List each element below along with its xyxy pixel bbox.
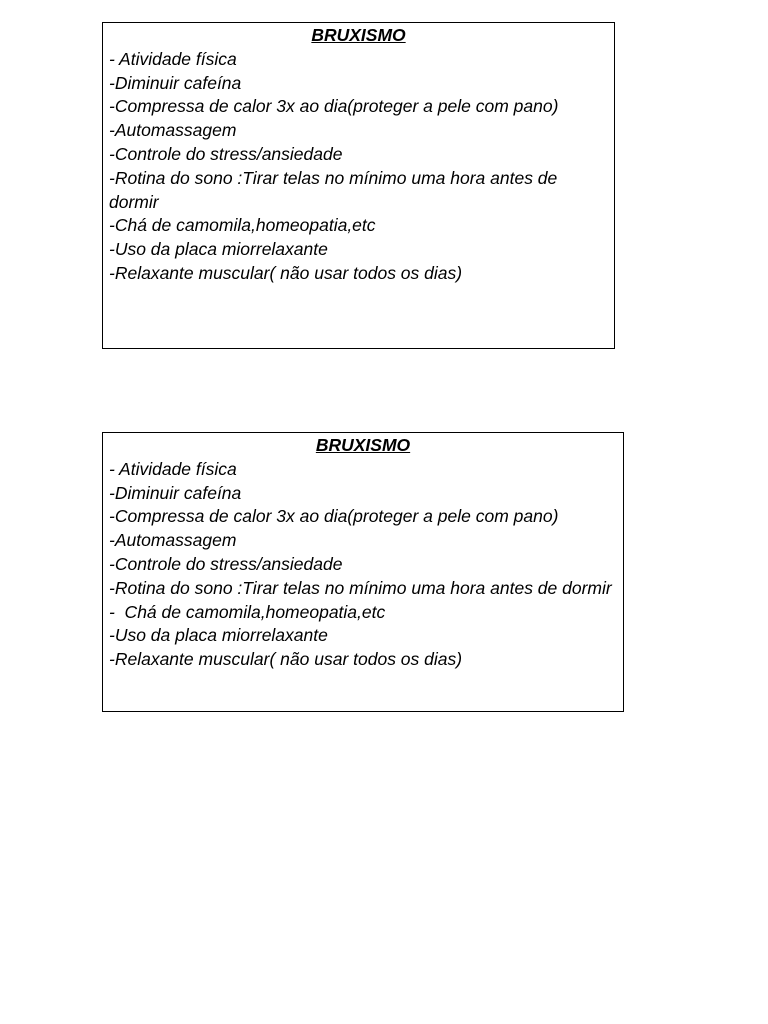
bruxismo-card-2 — [102, 432, 624, 712]
list-item: - Atividade física — [109, 48, 237, 69]
list-item: -Uso da placa miorrelaxante — [109, 625, 328, 646]
list-item: -Diminuir cafeína — [109, 482, 242, 503]
list-item: -Rotina do sono :Tirar telas no mínimo uma hora antes de dormir — [109, 167, 563, 212]
list-item: -Automassagem — [109, 120, 237, 141]
list-item: -Compressa de calor 3x ao dia(proteger a pele com pano) — [109, 506, 559, 527]
list-item: -Chá de camomila,homeopatia,etc — [109, 215, 376, 236]
list-item: -Automassagem — [109, 530, 237, 551]
card-title: BRUXISMO — [315, 435, 411, 455]
list-item: -Diminuir cafeína — [109, 72, 242, 93]
card-title: BRUXISMO — [311, 25, 406, 45]
list-item: -Relaxante muscular( não usar todos os dias) — [109, 262, 463, 283]
bruxismo-card-1 — [102, 22, 615, 349]
list-item: -Controle do stress/ansiedade — [109, 143, 343, 164]
list-item: -Controle do stress/ansiedade — [109, 553, 343, 574]
tips-list — [109, 48, 608, 286]
list-item: -Compressa de calor 3x ao dia(proteger a pele com pano) — [109, 96, 559, 117]
list-item: - Atividade física — [109, 458, 237, 479]
list-item: -Rotina do sono :Tirar telas no mínimo uma hora antes de dormir — [109, 577, 612, 598]
list-item: -Relaxante muscular( não usar todos os dias) — [109, 649, 463, 670]
tips-list — [109, 458, 617, 672]
list-item: - Chá de camomila,homeopatia,etc — [109, 601, 386, 622]
list-item: -Uso da placa miorrelaxante — [109, 239, 328, 260]
